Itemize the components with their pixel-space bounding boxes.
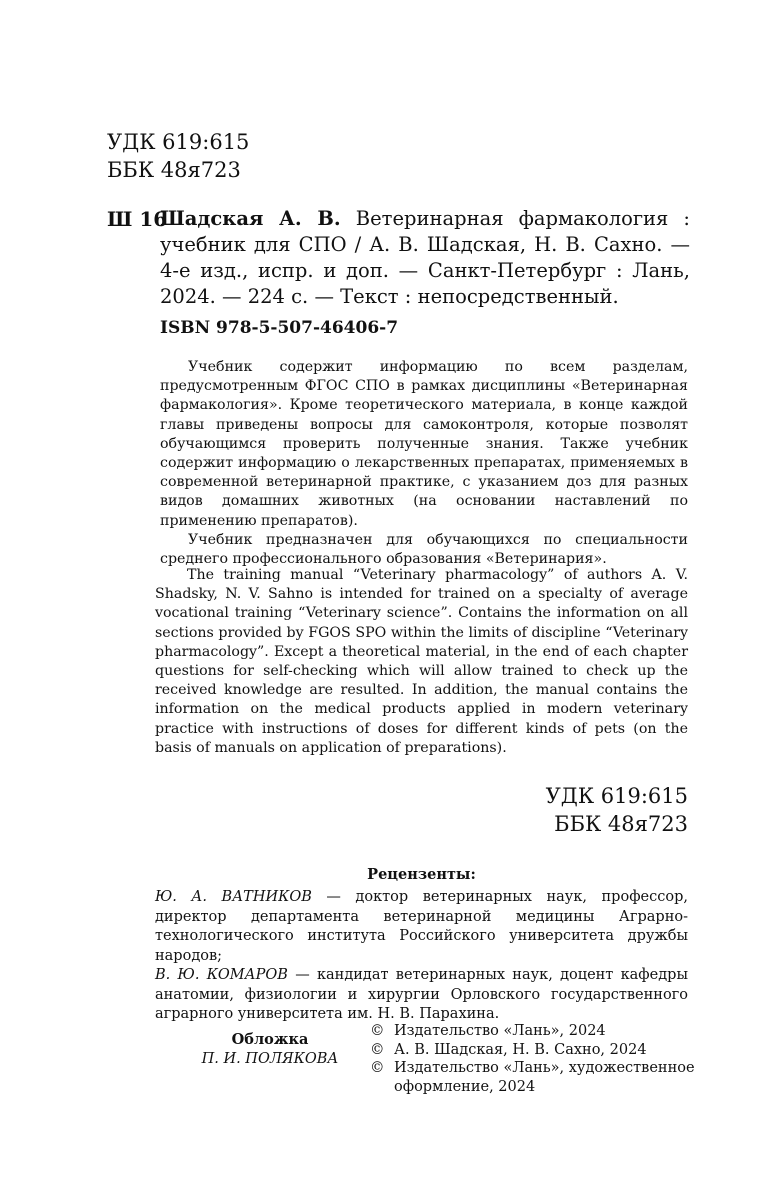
reviewer-description: — кандидат ветеринарных наук, доцент кафедры анатомии, физиологии и хирургии Орловского государственного аграрного университета им. Н. В. Парахина.	[155, 967, 688, 1022]
copyright-line	[370, 1022, 700, 1041]
reviewer-description: — доктор ветеринарных наук, профессор, директор департамента ветеринарной медицины Аграрно-технологического института Российского университета дружбы народов;	[155, 889, 688, 964]
reviewer-name: Ю. А. ВАТНИКОВ	[155, 889, 312, 905]
cover-label: Обложка	[231, 1031, 309, 1048]
reviewers-title: Рецензенты:	[367, 866, 476, 883]
copyright-holder: Издательство «Лань», художественное оформление, 2024	[394, 1060, 695, 1095]
annotation-russian	[160, 358, 688, 569]
annotation-english	[155, 566, 688, 758]
copyright-holder: Издательство «Лань», 2024	[394, 1023, 606, 1039]
bib-author: Шадская А. В.	[160, 207, 341, 230]
annotation-paragraph: Учебник содержит информацию по всем разделам, предусмотренным ФГОС СПО в рамках дисциплины «Ветеринарная фармакология». Кроме теоретического материала, в конце каждой главы приведены вопросы для самоконтроля, которые позволят обучающимся проверить полученные знания. Также учебник содержит информацию о лекарственных препаратах, применяемых в современной ветеринарной практике, с указанием доз для разных видов домашних животных (на основании наставлений по применению препаратов).	[160, 359, 688, 529]
copyright-symbol: ©	[370, 1023, 385, 1039]
reviewer-name: В. Ю. КОМАРОВ	[155, 967, 288, 983]
copyright-symbol: ©	[370, 1041, 385, 1058]
classification-block-top	[107, 128, 249, 184]
copyright-holder: А. В. Шадская, Н. В. Сахно, 2024	[394, 1041, 647, 1058]
bbk-code-right: ББК 48я723	[554, 812, 688, 836]
copyright-line	[370, 1041, 700, 1060]
annotation-paragraph: Учебник предназначен для обучающихся по специальности среднего профессионального образования «Ветеринария».	[160, 531, 688, 568]
copyright-block	[370, 1022, 700, 1096]
udk-code-right: УДК 619:615	[545, 784, 688, 808]
bibliographic-record	[160, 206, 690, 310]
author-mark: Ш 16	[107, 207, 168, 231]
bib-description: Ветеринарная фармакология : учебник для СПО / А. В. Шадская, Н. В. Сахно. — 4-е изд., испр. и доп. — Санкт-Петербург : Лань, 2024. — 224 с. — Текст : непосредственный.	[160, 207, 691, 308]
reviewer-entry	[155, 966, 688, 1025]
copyright-line	[370, 1059, 700, 1096]
classification-block-right	[480, 782, 688, 838]
copyright-symbol: ©	[370, 1060, 385, 1076]
cover-artist: П. И. ПОЛЯКОВА	[201, 1050, 339, 1067]
reviewer-entry	[155, 888, 688, 966]
udk-code: УДК 619:615	[107, 130, 250, 154]
annotation-english-paragraph: The training manual “Veterinary pharmacology” of authors A. V. Shadsky, N. V. Sahno is intended for trained on a specialty of average vocational training “Veterinary science”. Contains the information on all sections provided by FGOS SPO within the limits of discipline “Veterinary pharmacology”. Except a theoretical material, in the end of each chapter questions for self-checking which will allow trained to check up the received knowledge are resulted. In addition, the manual contains the information on the medical products applied in modern veterinary practice with instructions of doses for different kinds of pets (on the basis of manuals on application of preparations).	[155, 567, 688, 756]
bbk-code: ББК 48я723	[107, 158, 241, 182]
reviewers-list	[155, 888, 688, 1025]
cover-credit	[180, 1030, 360, 1069]
isbn: ISBN 978-5-507-46406-7	[160, 318, 399, 338]
